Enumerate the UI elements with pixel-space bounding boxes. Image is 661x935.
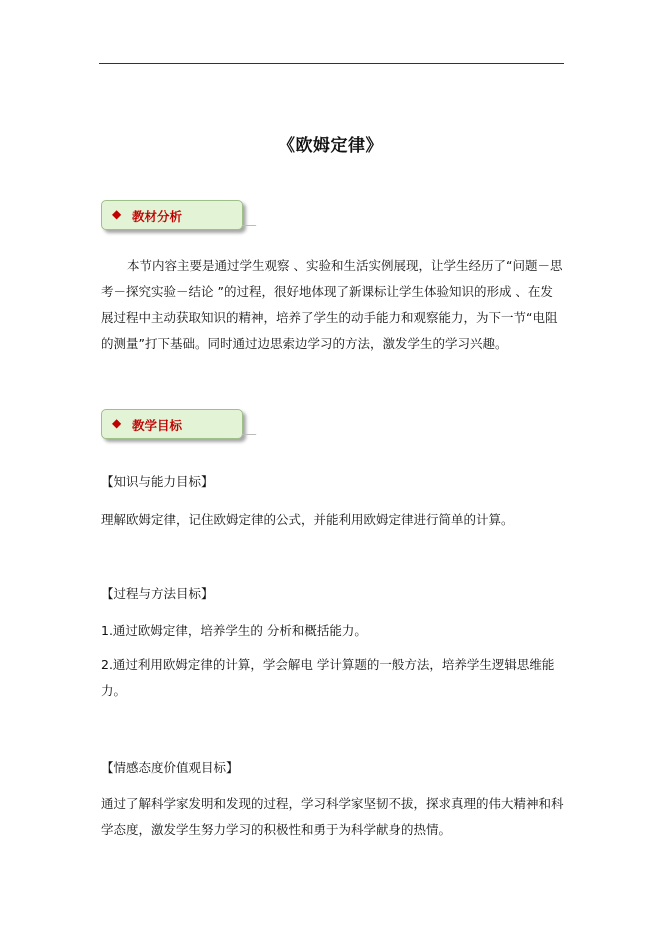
textbook-analysis-paragraph: 本节内容主要是通过学生观察 、实验和生活实例展现，让学生经历了“问题－思考－探究实验－结论 ”的过程，很好地体现了新课标让学生体验知识的形成 、在发展过程中主动获取知识的精神，培养了学生的动手能力和观察能力，为下一节“电阻的测量”打下基础。同时通过边思索边学习的方法，激发学生的学习兴趣。 bbox=[101, 258, 563, 351]
knowledge-objective-label: 【知识与能力目标】 bbox=[101, 474, 214, 489]
heading-tail-decoration bbox=[238, 434, 257, 441]
process-objective-item: 2.通过利用欧姆定律的计算，学会解电 学计算题的一般方法，培养学生逻辑思维能力。 bbox=[101, 657, 555, 698]
section-heading-label: 教材分析 bbox=[132, 209, 183, 224]
knowledge-objective-text: 理解欧姆定律，记住欧姆定律的公式，并能利用欧姆定律进行简单的计算。 bbox=[101, 512, 514, 527]
diamond-bullet-icon: ◆ bbox=[112, 207, 122, 221]
diamond-bullet-icon: ◆ bbox=[112, 416, 122, 430]
heading-tail-decoration bbox=[238, 225, 257, 232]
section-heading-teaching-objectives bbox=[101, 409, 243, 439]
section-heading-textbook-analysis bbox=[101, 200, 243, 230]
emotion-objective-label: 【情感态度价值观目标】 bbox=[101, 760, 239, 775]
document-title: 《欧姆定律》 bbox=[278, 136, 383, 156]
header-rule bbox=[99, 63, 564, 64]
emotion-objective-text: 通过了解科学家发明和发现的过程，学习科学家坚韧不拔，探求真理的伟大精神和科学态度，激发学生努力学习的积极性和勇于为科学献身的热情。 bbox=[101, 796, 564, 837]
process-objective-label: 【过程与方法目标】 bbox=[101, 586, 214, 601]
section-heading-label: 教学目标 bbox=[132, 418, 183, 433]
process-objective-item: 1.通过欧姆定律，培养学生的 分析和概括能力。 bbox=[101, 623, 367, 638]
